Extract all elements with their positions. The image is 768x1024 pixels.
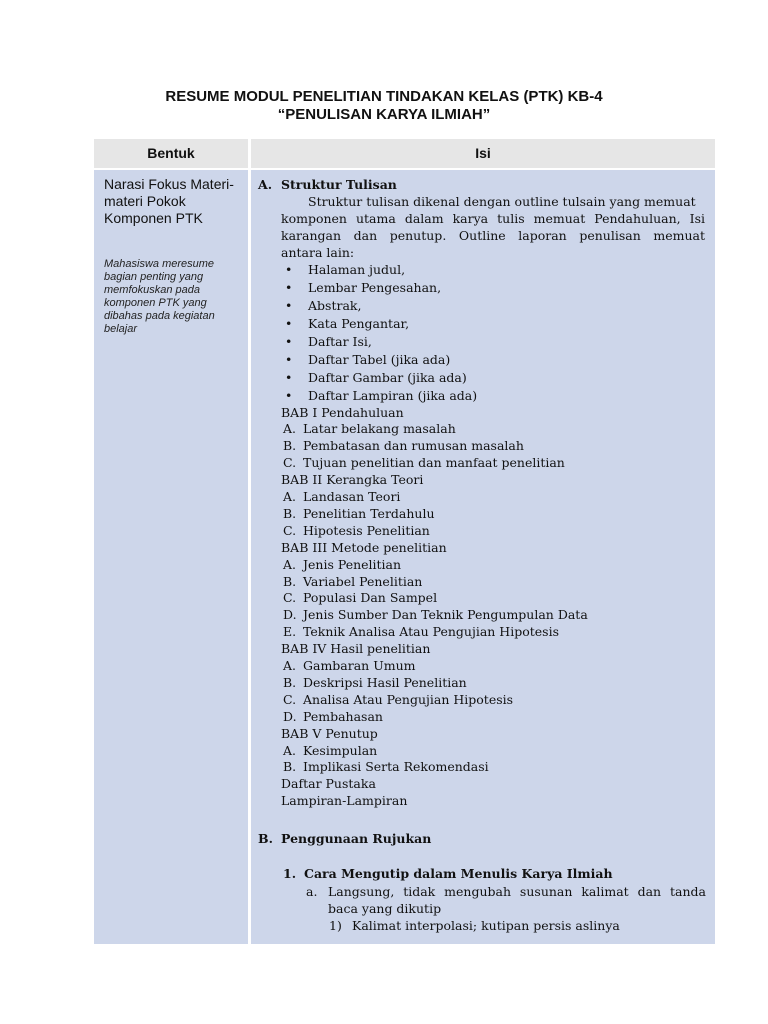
table-header-bentuk: Bentuk [94,139,248,168]
chapter-item: Landasan Teori [303,489,401,504]
outline-bullet-item: Kata Pengantar, [308,315,410,331]
chapter-item-marker: A. [283,658,297,673]
tail-item: Lampiran-Lampiran [281,793,408,809]
chapter-item-marker: A. [283,421,297,437]
bullet-marker: • [285,369,293,385]
chapter-title: BAB I Pendahuluan [281,404,404,420]
document-title: RESUME MODUL PENELITIAN TINDAKAN KELAS (PTK) KB-4 [165,88,603,105]
chapter-item: Jenis Penelitian [303,556,402,572]
item-a-line2: baca yang dikutip [328,901,442,916]
outline-bullet-item: Abstrak, [308,297,362,313]
section-b-heading: Penggunaan Rujukan [281,831,432,846]
chapter-title: BAB V Penutup [281,725,378,741]
chapter-item-marker: A. [283,742,297,758]
chapter-item: Teknik Analisa Atau Pengujian Hipotesis [303,624,559,640]
chapter-item-marker: C. [283,455,297,471]
outline-bullet-item: Daftar Gambar (jika ada) [308,369,467,385]
chapter-item-marker: D. [283,607,297,623]
item-1-text: Kalimat interpolasi; kutipan persis aslinya [352,918,620,933]
chapter-item-marker: C. [283,522,297,538]
chapter-item: Tujuan penelitian dan manfaat penelitian [303,455,565,471]
bullet-marker: • [285,297,293,313]
section-a-heading: Struktur Tulisan [281,177,397,192]
document-subtitle: “PENULISAN KARYA ILMIAH” [277,106,491,123]
outline-bullet-item: Lembar Pengesahan, [308,279,442,295]
chapter-item: Deskripsi Hasil Penelitian [303,674,467,690]
chapter-item: Variabel Penelitian [303,573,423,589]
chapter-item-marker: B. [283,438,297,454]
bullet-marker: • [285,351,293,367]
outline-bullet-item: Halaman judul, [308,261,406,277]
item-a-line1: Langsung, tidak mengubah susunan kalimat dan tanda [328,884,706,899]
bentuk-description: Mahasiswa meresume bagian penting yang memfokuskan pada komponen PTK yang dibahas pada kegiatan belajar [104,258,215,335]
intro-line: antara lain: [281,244,355,260]
chapter-title: BAB IV Hasil penelitian [281,641,431,657]
chapter-item: Pembahasan [303,708,383,724]
outline-bullet-item: Daftar Lampiran (jika ada) [308,387,478,403]
chapter-item: Kesimpulan [303,742,378,758]
chapter-item-marker: A. [283,489,297,504]
intro-line: komponen utama dalam karya tulis memuat Pendahuluan, Isi [281,210,705,226]
chapter-item: Penelitian Terdahulu [303,505,435,521]
chapter-item: Latar belakang masalah [303,421,456,437]
chapter-title: BAB II Kerangka Teori [281,472,424,488]
chapter-title: BAB III Metode penelitian [281,539,447,555]
chapter-item: Implikasi Serta Rekomendasi [303,759,489,775]
chapter-item: Gambaran Umum [303,658,416,673]
chapter-item: Populasi Dan Sampel [303,590,438,606]
bentuk-title: Narasi Fokus Materi-materi Pokok Komponen PTK [104,176,234,226]
chapter-item: Hipotesis Penelitian [303,522,430,538]
tail-item: Daftar Pustaka [281,776,376,792]
chapter-item-marker: E. [283,624,297,640]
bullet-marker: • [285,387,293,403]
chapter-item-marker: B. [283,759,297,775]
section-a-marker: A. [258,177,273,192]
bullet-marker: • [285,261,293,277]
intro-line: karangan dan penutup. Outline laporan penulisan memuat [281,227,705,243]
section-b-marker: B. [258,831,273,846]
chapter-item: Pembatasan dan rumusan masalah [303,438,524,454]
chapter-item-marker: B. [283,573,297,589]
bullet-marker: • [285,279,293,295]
chapter-item-marker: C. [283,691,297,707]
bullet-marker: • [285,315,293,331]
subsection-1-heading: Cara Mengutip dalam Menulis Karya Ilmiah [304,866,613,881]
chapter-item-marker: A. [283,556,297,572]
chapter-item-marker: B. [283,505,297,521]
outline-bullet-item: Daftar Isi, [308,333,372,349]
intro-line: Struktur tulisan dikenal dengan outline tulsain yang memuat [308,193,696,209]
chapter-item-marker: B. [283,674,297,690]
chapter-item: Jenis Sumber Dan Teknik Pengumpulan Data [303,607,588,623]
table-header-isi: Isi [251,139,715,168]
subsection-1-marker: 1. [283,866,297,881]
item-1-marker: 1) [329,918,342,933]
item-a-marker: a. [306,884,318,899]
chapter-item-marker: C. [283,590,297,606]
chapter-item-marker: D. [283,708,297,724]
bullet-marker: • [285,333,293,349]
outline-bullet-item: Daftar Tabel (jika ada) [308,351,451,367]
chapter-item: Analisa Atau Pengujian Hipotesis [303,691,514,707]
